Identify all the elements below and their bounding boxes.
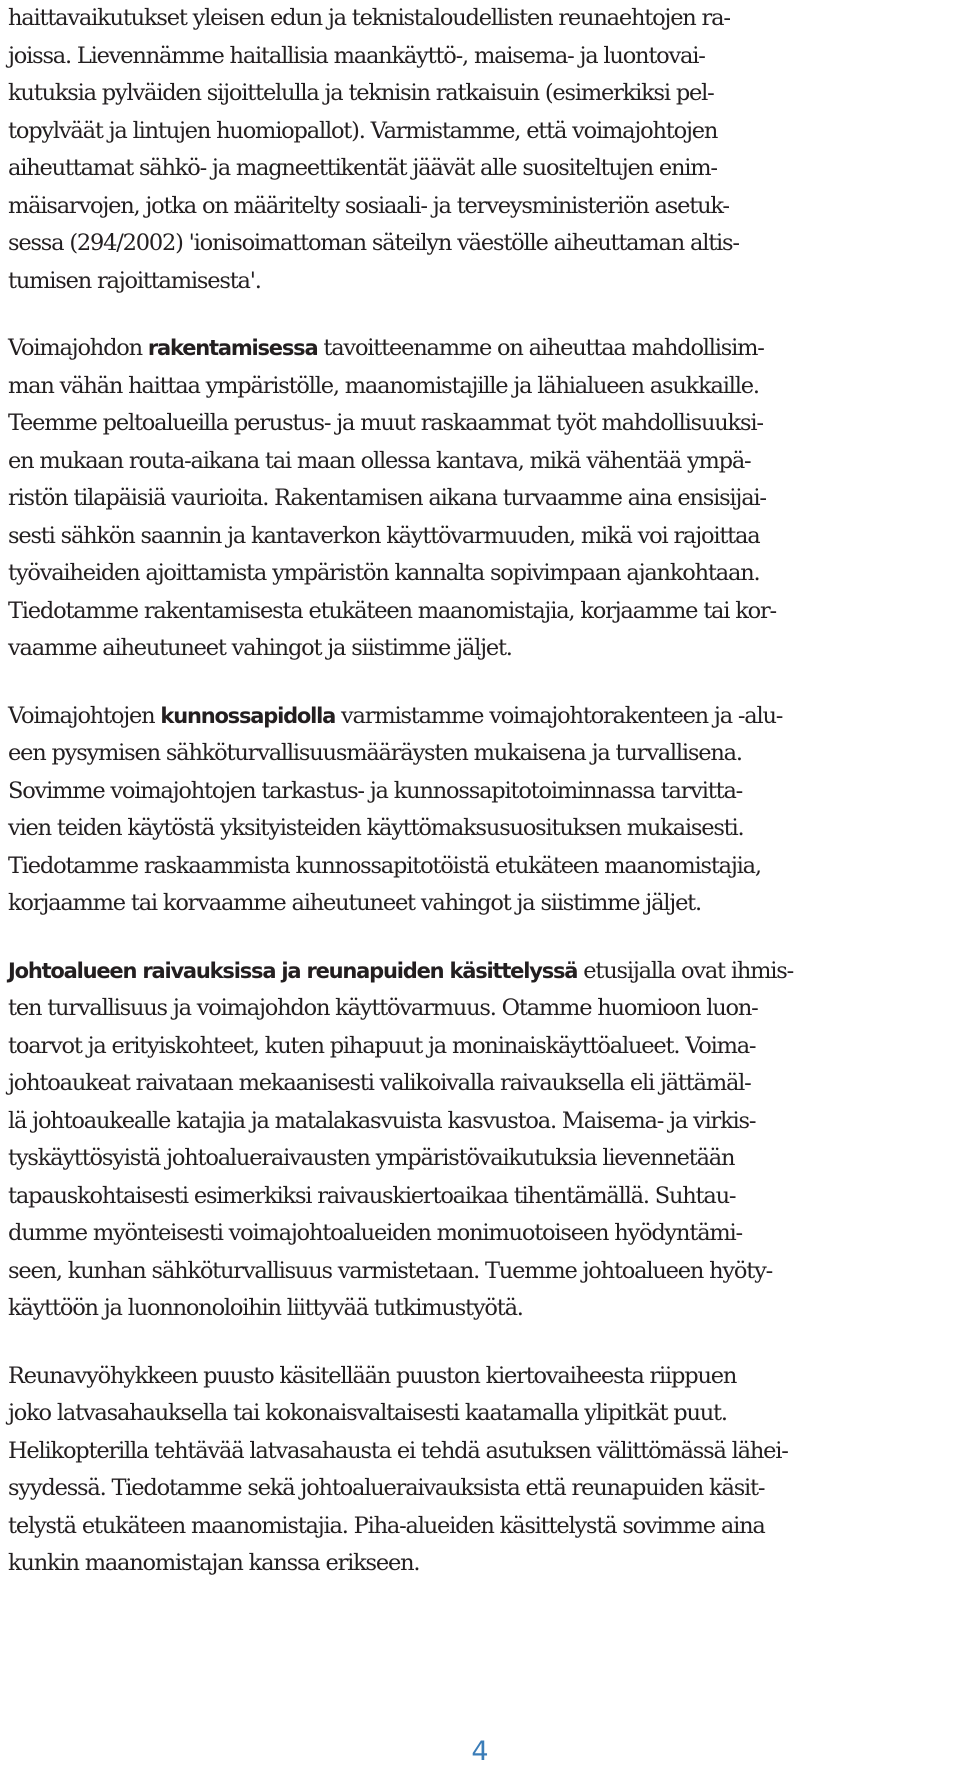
text-run: Voimajohdon [8,335,148,361]
text-line: Sovimme voimajohtojen tarkastus- ja kunnossapitotoiminnassa tarvitta- [8,777,743,804]
text-line: mäisarvojen, jotka on määritelty sosiaali- ja terveysministeriön asetuk- [8,192,729,219]
text-line: ristön tilapäisiä vaurioita. Rakentamisen aikana turvaamme aina ensisijai- [8,485,766,511]
paragraph-maintenance [8,698,956,923]
text-line: vien teiden käytöstä yksityisteiden käyttömaksusuosituksen mukaisesti. [8,815,744,841]
text-line: kunkin maanomistajan kanssa erikseen. [8,1550,420,1576]
text-line: Helikopterilla tehtävää latvasahausta ei tehdä asutuksen välittömässä lähei- [8,1437,788,1464]
text-line: sesti sähkön saannin ja kantaverkon käyttövarmuuden, mikä voi rajoittaa [8,522,760,549]
text-line: topylväät ja lintujen huomiopallot). Varmistamme, että voimajohtojen [8,117,718,144]
text-line: man vähän haittaa ympäristölle, maanomistajille ja lähialueen asukkaille. [8,372,759,399]
paragraph-1 [8,0,956,300]
text-run: tavoitteenamme on aiheuttaa mahdollisim- [317,335,764,361]
text-line [8,330,956,368]
text-line: een pysymisen sähköturvallisuusmääräysten mukaisena ja turvallisena. [8,740,742,766]
text-line [8,953,956,991]
text-line: sessa (294/2002) 'ionisoimattoman säteilyn väestölle aiheuttaman altis- [8,230,739,256]
text-run: Voimajohtojen [8,702,161,729]
text-line: haittavaikutukset yleisen edun ja teknistaloudellisten reunaehtojen ra- [8,5,730,31]
paragraph-construction [8,330,956,668]
text-line: Teemme peltoalueilla perustus- ja muut raskaammat työt mahdollisuuksi- [8,410,763,436]
text-line: kutuksia pylväiden sijoittelulla ja teknisin ratkaisuin (esimerkiksi pel- [8,80,714,106]
text-line: tumisen rajoittamisesta'. [8,267,261,294]
keyword-johtoalueen-raivauksissa: Johtoalueen raivauksissa ja reunapuiden käsittelyssä [8,958,578,983]
text-line: Tiedotamme rakentamisesta etukäteen maanomistajia, korjaamme tai kor- [8,597,776,624]
text-run: varmistamme voimajohtorakenteen ja -alu- [335,702,783,729]
text-line: johtoaukeat raivataan mekaanisesti valikoivalla raivauksella eli jättämäl- [8,1070,751,1096]
text-run: etusijalla ovat ihmis- [577,957,794,984]
text-line: joissa. Lievennämme haitallisia maankäyttö-, maisema- ja luontovai- [8,42,705,69]
text-line: syydessä. Tiedotamme sekä johtoalueraivauksista että reunapuiden käsit- [8,1475,765,1501]
text-line: korjaamme tai korvaamme aiheutuneet vahingot ja siistimme jäljet. [8,890,701,916]
keyword-kunnossapidolla: kunnossapidolla [160,703,336,728]
text-line: ten turvallisuus ja voimajohdon käyttövarmuus. Otamme huomioon luon- [8,995,758,1021]
text-line [8,698,956,736]
text-line: en mukaan routa-aikana tai maan ollessa kantava, mikä vähentää ympä- [8,447,751,474]
text-line: toarvot ja erityiskohteet, kuten pihapuut ja moninaiskäyttöalueet. Voima- [8,1032,756,1059]
paragraph-clearing [8,953,956,1328]
body-text [8,0,956,1583]
text-line: käyttöön ja luonnonoloihin liittyvää tutkimustyötä. [8,1295,523,1321]
text-line: vaamme aiheutuneet vahingot ja siistimme jäljet. [8,635,512,661]
text-line: aiheuttamat sähkö- ja magneettikentät jäävät alle suositeltujen enim- [8,155,717,181]
text-line: tyskäyttösyistä johtoalueraivausten ympäristövaikutuksia lievennetään [8,1145,735,1171]
text-line: joko latvasahauksella tai kokonaisvaltaisesti kaatamalla ylipitkät puut. [8,1400,727,1426]
text-line: lä johtoaukealle katajia ja matalakasvuista kasvustoa. Maisema- ja virkis- [8,1107,756,1134]
page-number: 4 [471,1736,489,1767]
text-line: tapauskohtaisesti esimerkiksi raivauskiertoaikaa tihentämällä. Suhtau- [8,1182,736,1209]
text-line: Tiedotamme raskaammista kunnossapitotöistä etukäteen maanomistajia, [8,852,761,879]
text-line: seen, kunhan sähköturvallisuus varmistetaan. Tuemme johtoalueen hyöty- [8,1257,773,1284]
text-line: työvaiheiden ajoittamista ympäristön kannalta sopivimpaan ajankohtaan. [8,560,760,586]
text-line: telystä etukäteen maanomistajia. Piha-alueiden käsittelystä sovimme aina [8,1512,765,1539]
text-line: dumme myönteisesti voimajohtoalueiden monimuotoiseen hyödyntämi- [8,1220,742,1246]
keyword-rakentamisessa: rakentamisessa [147,336,318,360]
paragraph-edge-zone [8,1358,956,1583]
text-line: Reunavyöhykkeen puusto käsitellään puuston kiertovaiheesta riippuen [8,1362,737,1389]
